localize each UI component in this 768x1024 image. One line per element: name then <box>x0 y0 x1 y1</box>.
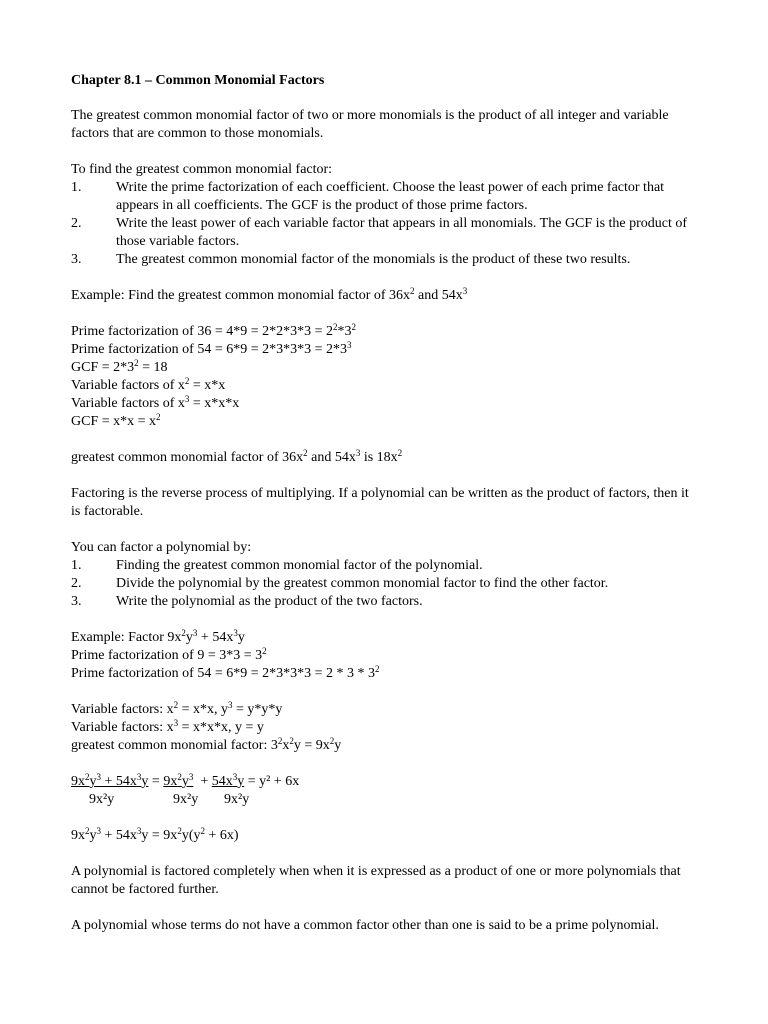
factor-step-3 <box>71 593 701 611</box>
example-2-prompt: Example: Factor $9x^2y^3 + 54x^3y$ <box>71 628 245 645</box>
work-line: GCF = $x*x = x^2$ <box>71 412 161 429</box>
work-line: Prime factorization of $54 = 6*9 = 2*3*3*3 = 2 * 3 * 3^2$ <box>71 664 380 681</box>
intro-paragraph: The greatest common monomial factor of two or more monomials is the product of all integer and variable factors that are common to those monomials. <box>71 108 669 141</box>
step-text: Finding the greatest common monomial factor of the polynomial. <box>116 558 483 573</box>
work-line: Variable factors of $x^3 = x*x*x$ <box>71 394 240 411</box>
gcf-step-1 <box>71 179 701 215</box>
example-1-result: greatest common monomial factor of $36x^2$ and $54x^3$ is $18x^2$ <box>71 448 403 465</box>
example-1-prompt: Example: Find the greatest common monomial factor of $36x^2$ and $54x^3$ <box>71 286 468 303</box>
fraction-denominator: 9x²y <box>173 792 199 807</box>
document-content <box>71 72 701 953</box>
example-1-work <box>71 323 701 431</box>
work-line: Prime factorization of $36 = 4*9 = 2*2*3*3 = 2^2*3^2$ <box>71 322 357 339</box>
work-line: GCF = $2*3^2 = 18$ <box>71 358 168 375</box>
gcf-step-3 <box>71 251 701 269</box>
work-line: Variable factors of $x^2 = x*x$ <box>71 376 226 393</box>
factor-step-1 <box>71 557 701 575</box>
factor-steps-heading: You can factor a polynomial by: <box>71 540 252 555</box>
step-number: 3. <box>71 252 82 267</box>
gcf-steps-heading: To find the greatest common monomial factor: <box>71 162 333 177</box>
step-number: 1. <box>71 180 82 195</box>
example-2-variables <box>71 701 701 755</box>
step-number: 3. <box>71 594 82 609</box>
work-line: Variable factors: $x^3 = x*x*x$, y = y <box>71 718 264 735</box>
factored-result: $9x^2y^3 + 54x^3y = 9x^2y(y^2 + 6x)$ <box>71 826 239 843</box>
work-line: Variable factors: $x^2 = x*x$, $y^3 = y*y*y$ <box>71 700 283 717</box>
work-line: Prime factorization of $54 = 6*9 = 2*3*3*3 = 2*3^3$ <box>71 340 352 357</box>
factoring-definition: Factoring is the reverse process of multiplying. If a polynomial can be written as the product of factors, then it is factorable. <box>71 486 689 519</box>
fraction-numerator-line: $9x^2y^3 + 54x^3y = 9x^2y^3 + 54x^3y = y^2 + 6x$ <box>71 772 300 789</box>
gcf-step-2 <box>71 215 701 251</box>
fraction-denominator: 9x²y <box>89 792 115 807</box>
factor-step-2 <box>71 575 701 593</box>
factored-completely-definition: A polynomial is factored completely when when it is expressed as a product of one or more polynomials that cannot be factored further. <box>71 864 681 897</box>
fraction-denominator: 9x²y <box>224 792 250 807</box>
work-line: Prime factorization of $9 = 3*3 = 3^2$ <box>71 646 267 663</box>
step-text: Write the polynomial as the product of the two factors. <box>116 594 423 609</box>
step-number: 2. <box>71 216 82 231</box>
step-number: 1. <box>71 558 82 573</box>
example-2 <box>71 629 701 683</box>
gcf-steps <box>71 161 701 269</box>
step-text: Write the prime factorization of each coefficient. Choose the least power of each prime factor that appears in all coefficients. The GCF is the product of those prime factors. <box>116 180 665 213</box>
prime-polynomial-definition: A polynomial whose terms do not have a common factor other than one is said to be a prime polynomial. <box>71 918 659 933</box>
chapter-title: Chapter 8.1 – Common Monomial Factors <box>71 73 325 88</box>
division-fraction <box>71 773 701 809</box>
step-text: The greatest common monomial factor of the monomials is the product of these two results. <box>116 252 631 267</box>
step-text: Divide the polynomial by the greatest common monomial factor to find the other factor. <box>116 576 609 591</box>
factor-steps <box>71 539 701 611</box>
work-line: greatest common monomial factor: $3^2x^2y = 9x^2y$ <box>71 736 342 753</box>
step-text: Write the least power of each variable factor that appears in all monomials. The GCF is the product of those variable factors. <box>116 216 688 249</box>
step-number: 2. <box>71 576 82 591</box>
